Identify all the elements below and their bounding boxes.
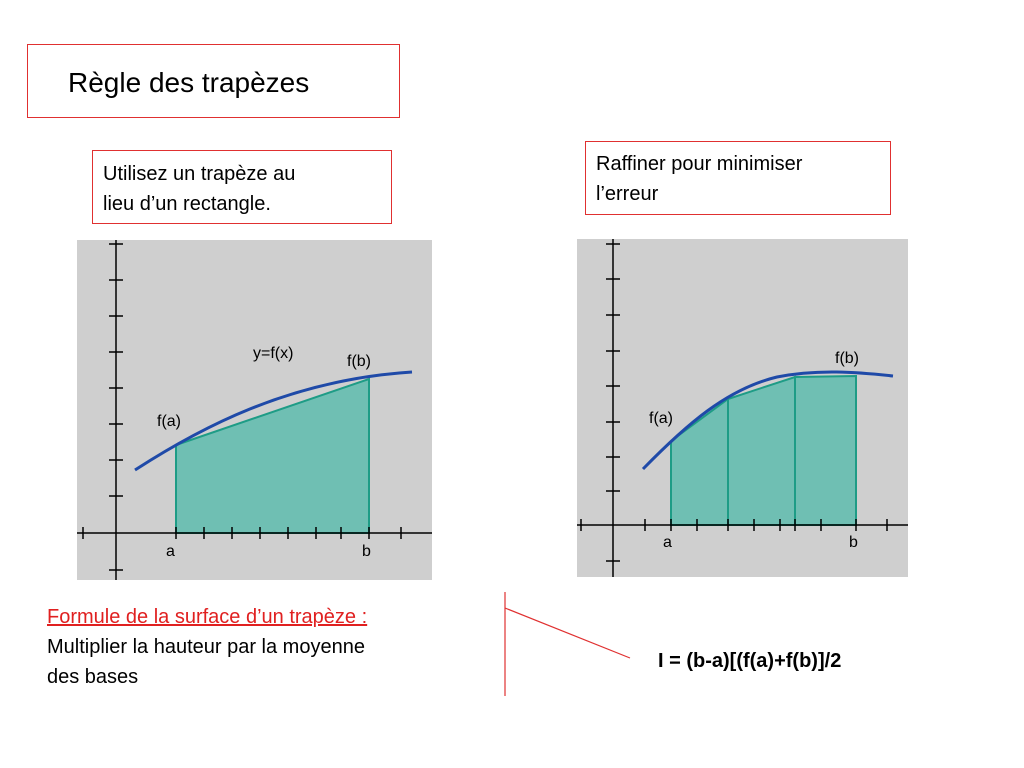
graph-multiple-trapezoids (577, 239, 908, 577)
fa-label: f(a) (649, 410, 673, 427)
callout-lines (500, 590, 640, 700)
note-right-box (585, 141, 891, 215)
b-label: b (849, 534, 858, 551)
note-left-box (92, 150, 392, 224)
slide-title: Règle des trapèzes (68, 67, 310, 98)
fb-label: f(b) (835, 350, 859, 367)
a-label: a (663, 534, 672, 551)
formula-heading: Formule de la surface d’un trapèze : (47, 606, 368, 628)
fa-label: f(a) (157, 413, 181, 430)
formula-explanation (47, 602, 367, 692)
b-label: b (362, 543, 371, 560)
trapezoid-area-3 (795, 376, 856, 525)
a-label: a (166, 543, 175, 560)
formula-result: I = (b-a)[(f(a)+f(b)]/2 (658, 650, 842, 672)
graph-right-svg (577, 239, 908, 577)
note-right-text: Raffiner pour minimiser l’erreur (596, 153, 803, 205)
slide-title-box (27, 44, 400, 118)
trapezoid-area (176, 379, 369, 533)
curve-label: y=f(x) (253, 345, 294, 362)
callout-diagonal-line (505, 608, 630, 658)
trapezoid-area-2 (728, 377, 795, 525)
note-left-text: Utilisez un trapèze au lieu d’un rectangle. (103, 163, 296, 215)
graph-left-svg (77, 240, 432, 580)
formula-body: Multiplier la hauteur par la moyenne des bases (47, 636, 365, 688)
graph-single-trapezoid (77, 240, 432, 580)
fb-label: f(b) (347, 353, 371, 370)
